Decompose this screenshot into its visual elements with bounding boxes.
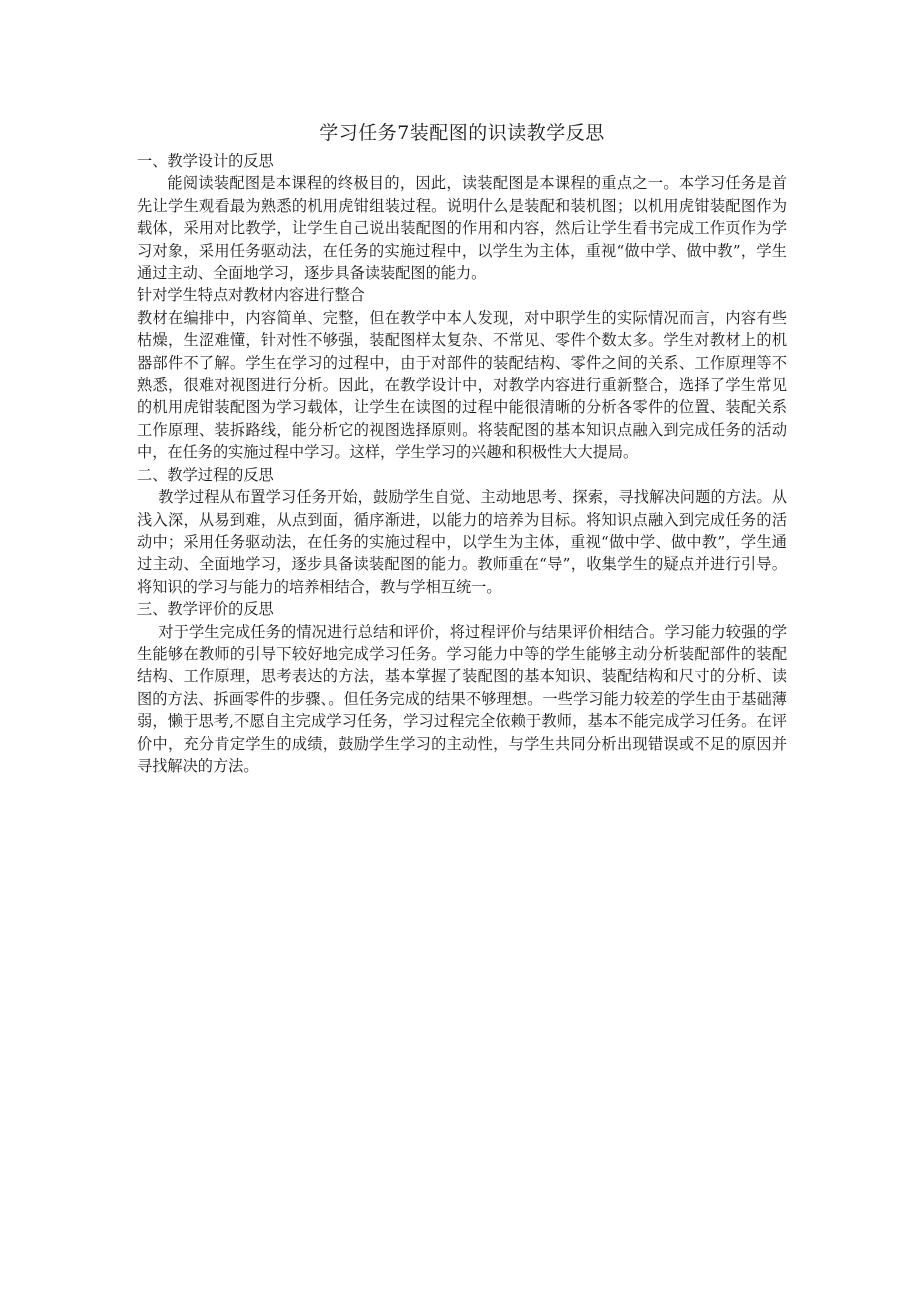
section-paragraph: 能阅读装配图是本课程的终极目的，因此，读装配图是本课程的重点之一。本学习任务是首先让学生观看最为熟悉的机用虎钳组装过程。说明什么是装配和装机图；以机用虎钳装配图作为载体，采用对比教学，让学生自己说出装配图的作用和内容，然后让学生看书完成工作页作为学习对象，采用任务驱动法，在任务的实施过程中，以学生为主体，重视“做中学、做中教”，学生通过主动、全面地学习，逐步具备读装配图的能力。 <box>137 174 787 283</box>
section-heading: 一、教学设计的反思 <box>137 152 274 170</box>
section-evaluation-reflection <box>137 598 787 777</box>
document-page <box>137 120 787 777</box>
section-heading: 三、教学评价的反思 <box>137 600 274 619</box>
section-heading: 二、教学过程的反思 <box>137 465 274 484</box>
section-paragraph: 对于学生完成任务的情况进行总结和评价，将过程评价与结果评价相结合。学习能力较强的学生能够在教师的引导下较好地完成学习任务。学习能力中等的学生能够主动分析装配部件的装配结构、工作原理，思考表达的方法，基本掌握了装配图的基本知识、装配结构和尺寸的分析、读图的方法、拆画零件的步骤、。但任务完成的结果不够理想。一些学习能力较差的学生由于基础薄弱，懒于思考,不愿自主完成学习任务，学习过程完全依赖于教师，基本不能完成学习任务。在评价中，充分肯定学生的成绩，鼓励学生学习的主动性，与学生共同分析出现错误或不足的原因并寻找解决的方法。 <box>137 622 787 775</box>
section-paragraph: 教材在编排中，内容简单、完整，但在教学中本人发现，对中职学生的实际情况而言，内容有些枯燥，生涩难懂，针对性不够强，装配图样太复杂、不常见、零件个数太多。学生对教材上的机器部件不了解。学生在学习的过程中，由于对部件的装配结构、零件之间的关系、工作原理等不熟悉，很难对视图进行分析。因此，在教学设计中，对教学内容进行重新整合，选择了学生常见的机用虎钳装配图为学习载体，让学生在读图的过程中能很清晰的分析各零件的位置、装配关系工作原理、装拆路线，能分析它的视图选择原则。将装配图的基本知识点融入到完成任务的活动中，在任务的实施过程中学习。这样，学生学习的兴趣和积极性大大提局。 <box>137 308 787 462</box>
section-process-reflection <box>137 464 787 598</box>
section-heading: 针对学生特点对教材内容进行整合 <box>137 286 365 305</box>
section-content-integration <box>137 284 787 463</box>
section-design-reflection <box>137 150 787 284</box>
page-title: 学习任务7装配图的识读教学反思 <box>319 122 605 144</box>
section-paragraph: 教学过程从布置学习任务开始，鼓励学生自觉、主动地思考、探索，寻找解决问题的方法。从浅入深，从易到难，从点到面，循序渐进，以能力的培养为目标。将知识点融入到完成任务的活动中；采用任务驱动法，在任务的实施过程中，以学生为主体，重视“做中学、做中教”，学生通过主动、全面地学习，逐步具备读装配图的能力。教师重在“导”，收集学生的疑点并进行引导。将知识的学习与能力的培养相结合，教与学相互统一。 <box>137 488 787 596</box>
